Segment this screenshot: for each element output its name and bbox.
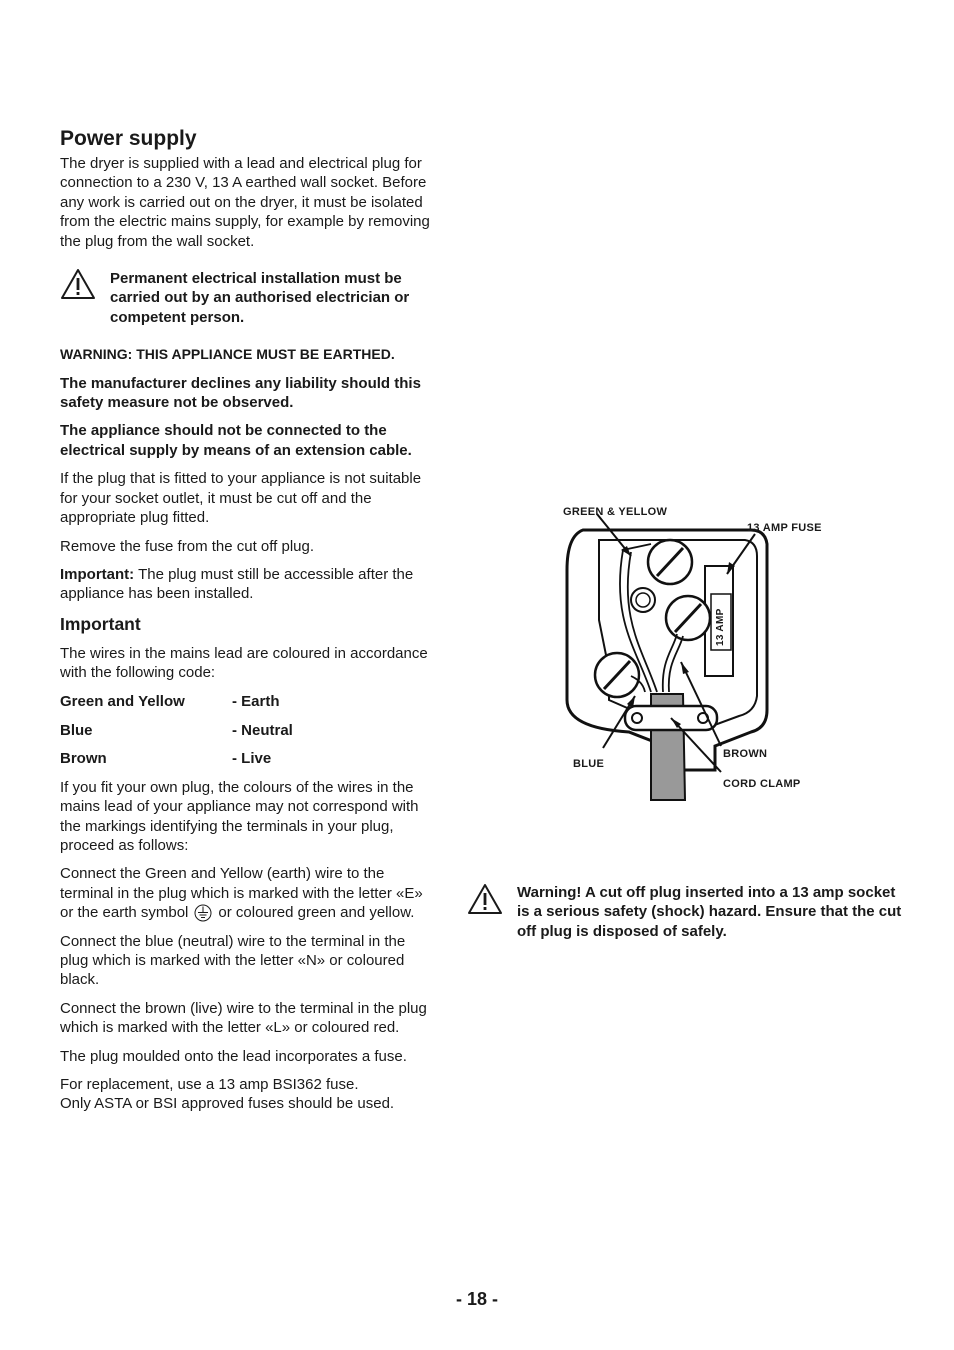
plug-not-suitable-text: If the plug that is fitted to your appliance is not suitable for your socket outlet, it must be cut off and the appropriate plug fitted. — [60, 470, 422, 527]
green-yellow-label: GREEN & YELLOW — [563, 506, 668, 518]
color-code-row — [60, 721, 432, 740]
color-code-row — [60, 749, 432, 768]
important-heading: Important — [60, 613, 141, 634]
color-name: Green and Yellow — [60, 692, 185, 710]
intro-paragraph: The dryer is supplied with a lead and electrical plug for connection to a 230 V, 13 A earthed wall socket. Before any work is carried out on the dryer, it must be isolated from the electric mains supply, for example by removing the plug from the wall socket. — [60, 155, 430, 250]
green-yellow-instruction — [60, 864, 432, 922]
brown-wire-instruction: Connect the brown (live) wire to the terminal in the plug which is marked with the letter «L» or coloured red. — [60, 999, 427, 1037]
important-label: Important: — [60, 565, 135, 583]
extension-cable-text: The appliance should not be connected to the electrical supply by means of an extension cable. — [60, 422, 412, 459]
approved-fuse-text: Only ASTA or BSI approved fuses should be used. — [60, 1095, 395, 1113]
green-yellow-text-a: Connect the Green and Yellow (earth) wire to the terminal in the plug which is marked with the letter «E» or the earth symbol — [60, 865, 423, 922]
own-plug-text: If you fit your own plug, the colours of the wires in the mains lead of your appliance may not correspond with the markings identifying the terminals in your plug, proceed as follows: — [60, 778, 419, 854]
green-yellow-text-b: or coloured green and yellow. — [218, 904, 415, 922]
earth-symbol-icon — [194, 904, 212, 922]
moulded-fuse-text: The plug moulded onto the lead incorporates a fuse. — [60, 1047, 407, 1065]
installation-warning — [60, 269, 432, 327]
blue-label: BLUE — [573, 758, 605, 770]
remove-fuse-text: Remove the fuse from the cut off plug. — [60, 537, 315, 555]
warning-triangle-icon — [60, 268, 96, 300]
earthed-warning: WARNING: THIS APPLIANCE MUST BE EARTHED. — [60, 346, 395, 363]
fuse-mark-label: 13 AMP — [715, 608, 726, 646]
cut-off-plug-warning-text: Warning! A cut off plug inserted into a 13 amp socket is a serious safety (shock) hazard. Ensure that the cut off plug is disposed of safely. — [517, 884, 902, 940]
left-column — [60, 126, 432, 1123]
important-note — [60, 565, 432, 604]
liability-text: The manufacturer declines any liability should this safety measure not be observed. — [60, 374, 421, 412]
blue-wire-instruction: Connect the blue (neutral) wire to the terminal in the plug which is marked with the letter «N» or coloured black. — [60, 932, 406, 989]
warning-triangle-icon — [467, 883, 503, 915]
fuse-label: 13 AMP FUSE — [747, 522, 822, 534]
color-name: Brown — [60, 750, 107, 768]
color-name: Blue — [60, 721, 93, 739]
cord-clamp-label: CORD CLAMP — [723, 778, 801, 790]
color-meaning: - Earth — [232, 692, 280, 710]
color-code-row — [60, 692, 432, 711]
color-meaning: - Neutral — [232, 721, 293, 739]
page-title: Power supply — [60, 127, 197, 150]
page-number: - 18 - — [455, 1289, 498, 1309]
cut-off-plug-warning — [467, 883, 907, 941]
plug-wiring-diagram — [555, 500, 825, 805]
brown-label: BROWN — [723, 748, 768, 760]
wires-intro: The wires in the mains lead are coloured in accordance with the following code: — [60, 644, 428, 682]
replacement-fuse-text: For replacement, use a 13 amp BSI362 fuse. — [60, 1076, 359, 1094]
color-meaning: - Live — [232, 750, 272, 768]
installation-warning-text: Permanent electrical installation must be carried out by an authorised electrician or competent person. — [110, 270, 410, 326]
important-note-text: The plug must still be accessible after the appliance has been installed. — [60, 565, 414, 603]
